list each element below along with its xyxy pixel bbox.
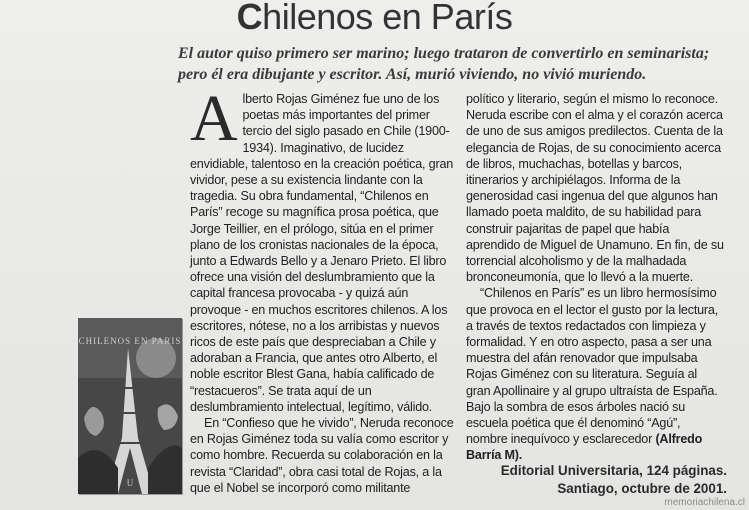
paragraph-2: En “Confieso que he vivido”, Neruda reconoce en Rojas Giménez toda su valía como escritor y como hombre. Recuerda su colaboración en la revista “Claridad”, obra casi total de Rojas, a la que el Nobel se incorporó como militante	[190, 416, 454, 495]
title-rest: hilenos en París	[262, 0, 513, 37]
publication-credit	[447, 462, 727, 498]
author-signature: (Alfredo Barría M).	[466, 432, 703, 463]
drop-cap: A	[190, 82, 238, 155]
book-cover-title: CHILENOS EN PARIS	[78, 336, 182, 346]
credit-date: Santiago, octubre de 2001.	[557, 481, 727, 496]
article-subtitle: El autor quiso primero ser marino; luego trataron de convertirlo en seminarista; pero él era dibujante y escritor. Así, murió viviendo, no vivió muriendo.	[178, 45, 710, 83]
paragraph-1-text: lberto Rojas Giménez fue uno de los poetas más importantes del primer tercio del siglo pasado en Chile (1900-1934). Imaginativo, de lucidez envidiable, talentoso en la creación poética, gran vividor, pese a su existencia lindante con la tragedia. Su obra fundamental, “Chilenos en París” recoge su magnífica prosa poética, que Jorge Teillier, en el prólogo, sitúa en el primer plano de los cronistas nacionales de la época, junto a Edwards Bello y a Jenaro Prieto. El libro ofrece una visión del deslumbramiento que la capital francesa provocaba - y quizá aún provoque - en muchos escritores chilenos. A los escritores, nótese, no a los arribistas y nuevos ricos de este país que despreciaban a Chile y adoraban a Francia, que antes otro Alberto, el noble escritor Blest Gana, había calificado de “restacueros”. Se trata aquí de un deslumbramiento intelectual, legítimo, válido.	[190, 92, 454, 414]
article-column-2	[466, 91, 724, 464]
article-column-1	[190, 82, 455, 496]
article-title	[0, 0, 749, 40]
paragraph-1	[190, 82, 455, 415]
credit-publisher: Editorial Universitaria, 124 páginas.	[500, 463, 727, 478]
paragraph-3: político y literario, según el mismo lo reconoce. Neruda escribe con el alma y el corazón acerca de uno de sus amigos predilectos. Cuenta de la elegancia de Rojas, de su conocimiento acerca de libros, muchachas, botellas y barcos, itinerarios y archipiélagos. Informa de la generosidad casi ingenua del que algunos han llamado poeta maldito, de su habilidad para construir pajaritas de papel que había aprendido de Miguel de Unamuno. En fin, de su torrencial alcoholismo y de la malhadada bronconeumonía, que lo llevó a la muerte.	[466, 92, 724, 285]
paragraph-4-text: “Chilenos en París” es un libro hermosísimo que provoca en el lector el gusto por la lectura, a través de textos redactados con limpieza y formalidad. Y en otro aspecto, pasa a ser una muestra del afán renovador que impulsaba Rojas Giménez con su literatura. Seguía al gran Apollinaire y al grupo ultraísta de España. Bajo la sombra de esos árboles nació su escuela poética que él denominó “Agú”, nombre inequívoco y esclarecedor	[466, 286, 719, 447]
svg-text:U: U	[126, 478, 134, 488]
title-initial: C	[236, 0, 263, 37]
book-cover-image	[78, 318, 182, 494]
paragraph-4	[466, 285, 724, 463]
site-watermark: memoriachilena.cl	[664, 497, 745, 508]
